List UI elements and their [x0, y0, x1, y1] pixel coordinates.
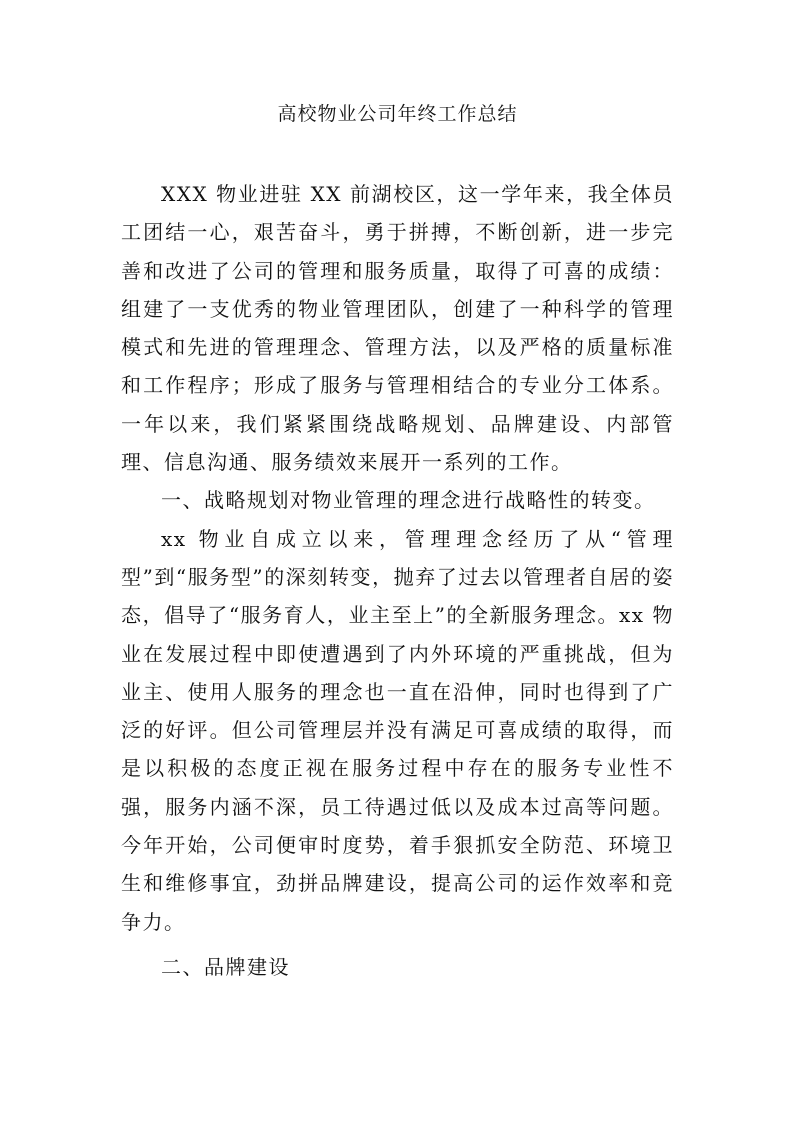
section-heading-brand: 二、品牌建设 — [161, 954, 290, 979]
document-title: 高校物业公司年终工作总结 — [277, 103, 518, 125]
intro-paragraph: XXX 物业进驻 XX 前湖校区，这一学年来，我全体员工团结一心，艰苦奋斗，勇于拼搏，不断创新，进一步完善和改进了公司的管理和服务质量，取得了可喜的成绩：组建了一支优秀的物业管理团队，创建了一种科学的管理模式和先进的管理理念、管理方法，以及严格的质量标准和工作程序；形成了服务与管理相结合的专业分工体系。一年以来，我们紧紧围绕战略规划、品牌建设、内部管理、信息沟通、服务绩效来展开一系列的工作。 — [121, 182, 674, 475]
section-heading-strategy: 一、战略规划对物业管理的理念进行战略性的转变。 — [161, 488, 656, 513]
strategy-paragraph: xx 物业自成立以来，管理理念经历了从“管理型”到“服务型”的深刻转变，抛弃了过去以管理者自居的姿态，倡导了“服务育人，业主至上”的全新服务理念。xx 物业在发展过程中即使遭遇到了内外环境的严重挑战，但为业主、使用人服务的理念也一直在沿伸，同时也得到了广泛的好评。但公司管理层并没有满足可喜成绩的取得，而是以积极的态度正视在服务过程中存在的服务专业性不强，服务内涵不深，员工待遇过低以及成本过高等问题。今年开始，公司便审时度势，着手狠抓安全防范、环境卫生和维修事宜，劲拼品牌建设，提高公司的运作效率和竞争力。 — [121, 526, 674, 934]
